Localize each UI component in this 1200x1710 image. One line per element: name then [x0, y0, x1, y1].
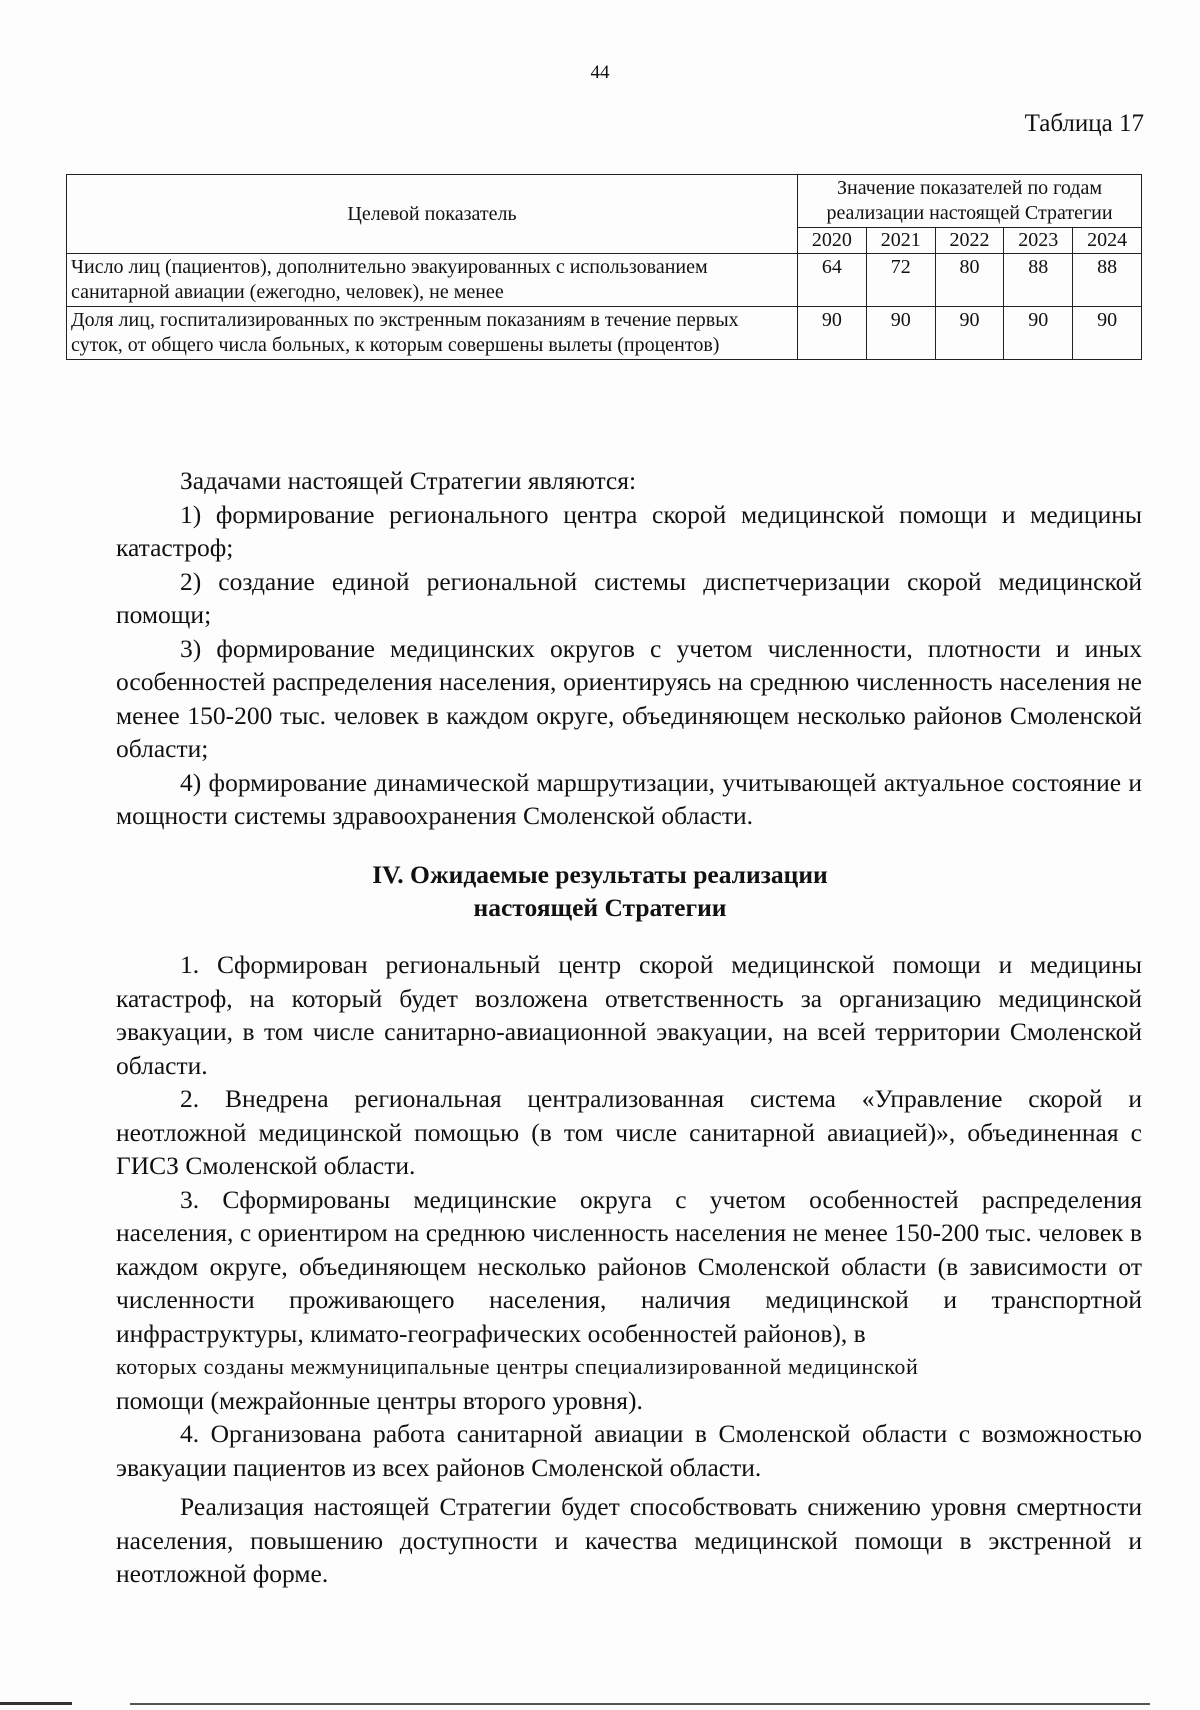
- result-paragraph: 1. Сформирован региональный центр скорой медицинской помощи и медицины катастроф, на который будет возложена ответственность за организацию медицинской эвакуации, в том числе санитарно-авиационной эвакуации, на всей территории Смоленской области.: [116, 950, 1142, 1080]
- header-year: 2020: [798, 228, 867, 254]
- task-item: 3) формирование медицинских округов с учетом численности, плотности и иных особенностей распределения населения, ориентируясь на среднюю численность населения не менее 150-200 тыс. человек в каждом округе, объединяющем несколько районов Смоленской области;: [116, 633, 1142, 763]
- row-label: Число лиц (пациентов), дополнительно эвакуированных с использованием санитарной авиации (ежегодно, человек), не менее: [67, 254, 798, 307]
- header-indicator: Целевой показатель: [67, 175, 798, 254]
- header-year: 2023: [1004, 228, 1073, 254]
- result-paragraph: 4. Организована работа санитарной авиации в Смоленской области с возможностью эвакуации пациентов из всех районов Смоленской области.: [116, 1419, 1142, 1482]
- table-row: [67, 254, 1142, 307]
- results-block: [116, 948, 1142, 1591]
- table-cell: 90: [935, 307, 1004, 360]
- header-group: Значение показателей по годам реализации настоящей Стратегии: [798, 175, 1142, 228]
- result-paragraph: 2. Внедрена региональная централизованная система «Управление скорой и неотложной медицинской помощью (в том числе санитарной авиацией)», объединенная с ГИСЗ Смоленской области.: [116, 1084, 1142, 1180]
- table-caption: Таблица 17: [1024, 110, 1144, 137]
- table-cell: 90: [798, 307, 867, 360]
- header-year: 2022: [935, 228, 1004, 254]
- table-cell: 90: [1073, 307, 1142, 360]
- section-title-line: настоящей Стратегии: [473, 893, 727, 922]
- header-year: 2024: [1073, 228, 1142, 254]
- table-cell: 64: [798, 254, 867, 307]
- indicators-table: [66, 174, 1142, 360]
- task-item: 4) формирование динамической маршрутизации, учитывающей актуальное состояние и мощности системы здравоохранения Смоленской области.: [116, 767, 1142, 830]
- table-cell: 72: [866, 254, 935, 307]
- header-year: 2021: [866, 228, 935, 254]
- table-row: [67, 307, 1142, 360]
- table-cell: 88: [1073, 254, 1142, 307]
- table-cell: 90: [866, 307, 935, 360]
- scan-artifact-line: [130, 1703, 1150, 1705]
- result-paragraph: Реализация настоящей Стратегии будет способствовать снижению уровня смертности населения, повышению доступности и качества медицинской помощи в экстренной и неотложной форме.: [116, 1492, 1142, 1588]
- scan-artifact-line: [0, 1702, 72, 1705]
- table-cell: 80: [935, 254, 1004, 307]
- task-item: 2) создание единой региональной системы диспетчеризации скорой медицинской помощи;: [116, 566, 1142, 629]
- result-paragraph-fragment: помощи (межрайонные центры второго уровня).: [116, 1385, 643, 1415]
- result-paragraph-fragment: которых созданы межмуниципальные центры специализированной медицинской: [116, 1354, 919, 1379]
- task-item: 1) формирование регионального центра скорой медицинской помощи и медицины катастроф;: [116, 499, 1142, 562]
- tasks-intro: Задачами настоящей Стратегии являются:: [180, 466, 637, 495]
- table-cell: 90: [1004, 307, 1073, 360]
- tasks-block: [116, 464, 1142, 833]
- section-title: [0, 858, 1200, 924]
- row-label: Доля лиц, госпитализированных по экстренным показаниям в течение первых суток, от общего числа больных, к которым совершены вылеты (процентов): [67, 307, 798, 360]
- page-number: 44: [590, 62, 610, 83]
- section-title-line: IV. Ожидаемые результаты реализации: [372, 860, 828, 889]
- table-cell: 88: [1004, 254, 1073, 307]
- table-header-row: [67, 175, 1142, 228]
- result-paragraph: 3. Сформированы медицинские округа с учетом особенностей распределения населения, с ориентиром на среднюю численность населения не менее 150-200 тыс. человек в каждом округе, объединяющем несколько районов Смоленской области (в зависимости от численности проживающего населения, наличия медицинской и транспортной инфраструктуры, климато-географических особенностей районов), в: [116, 1184, 1142, 1348]
